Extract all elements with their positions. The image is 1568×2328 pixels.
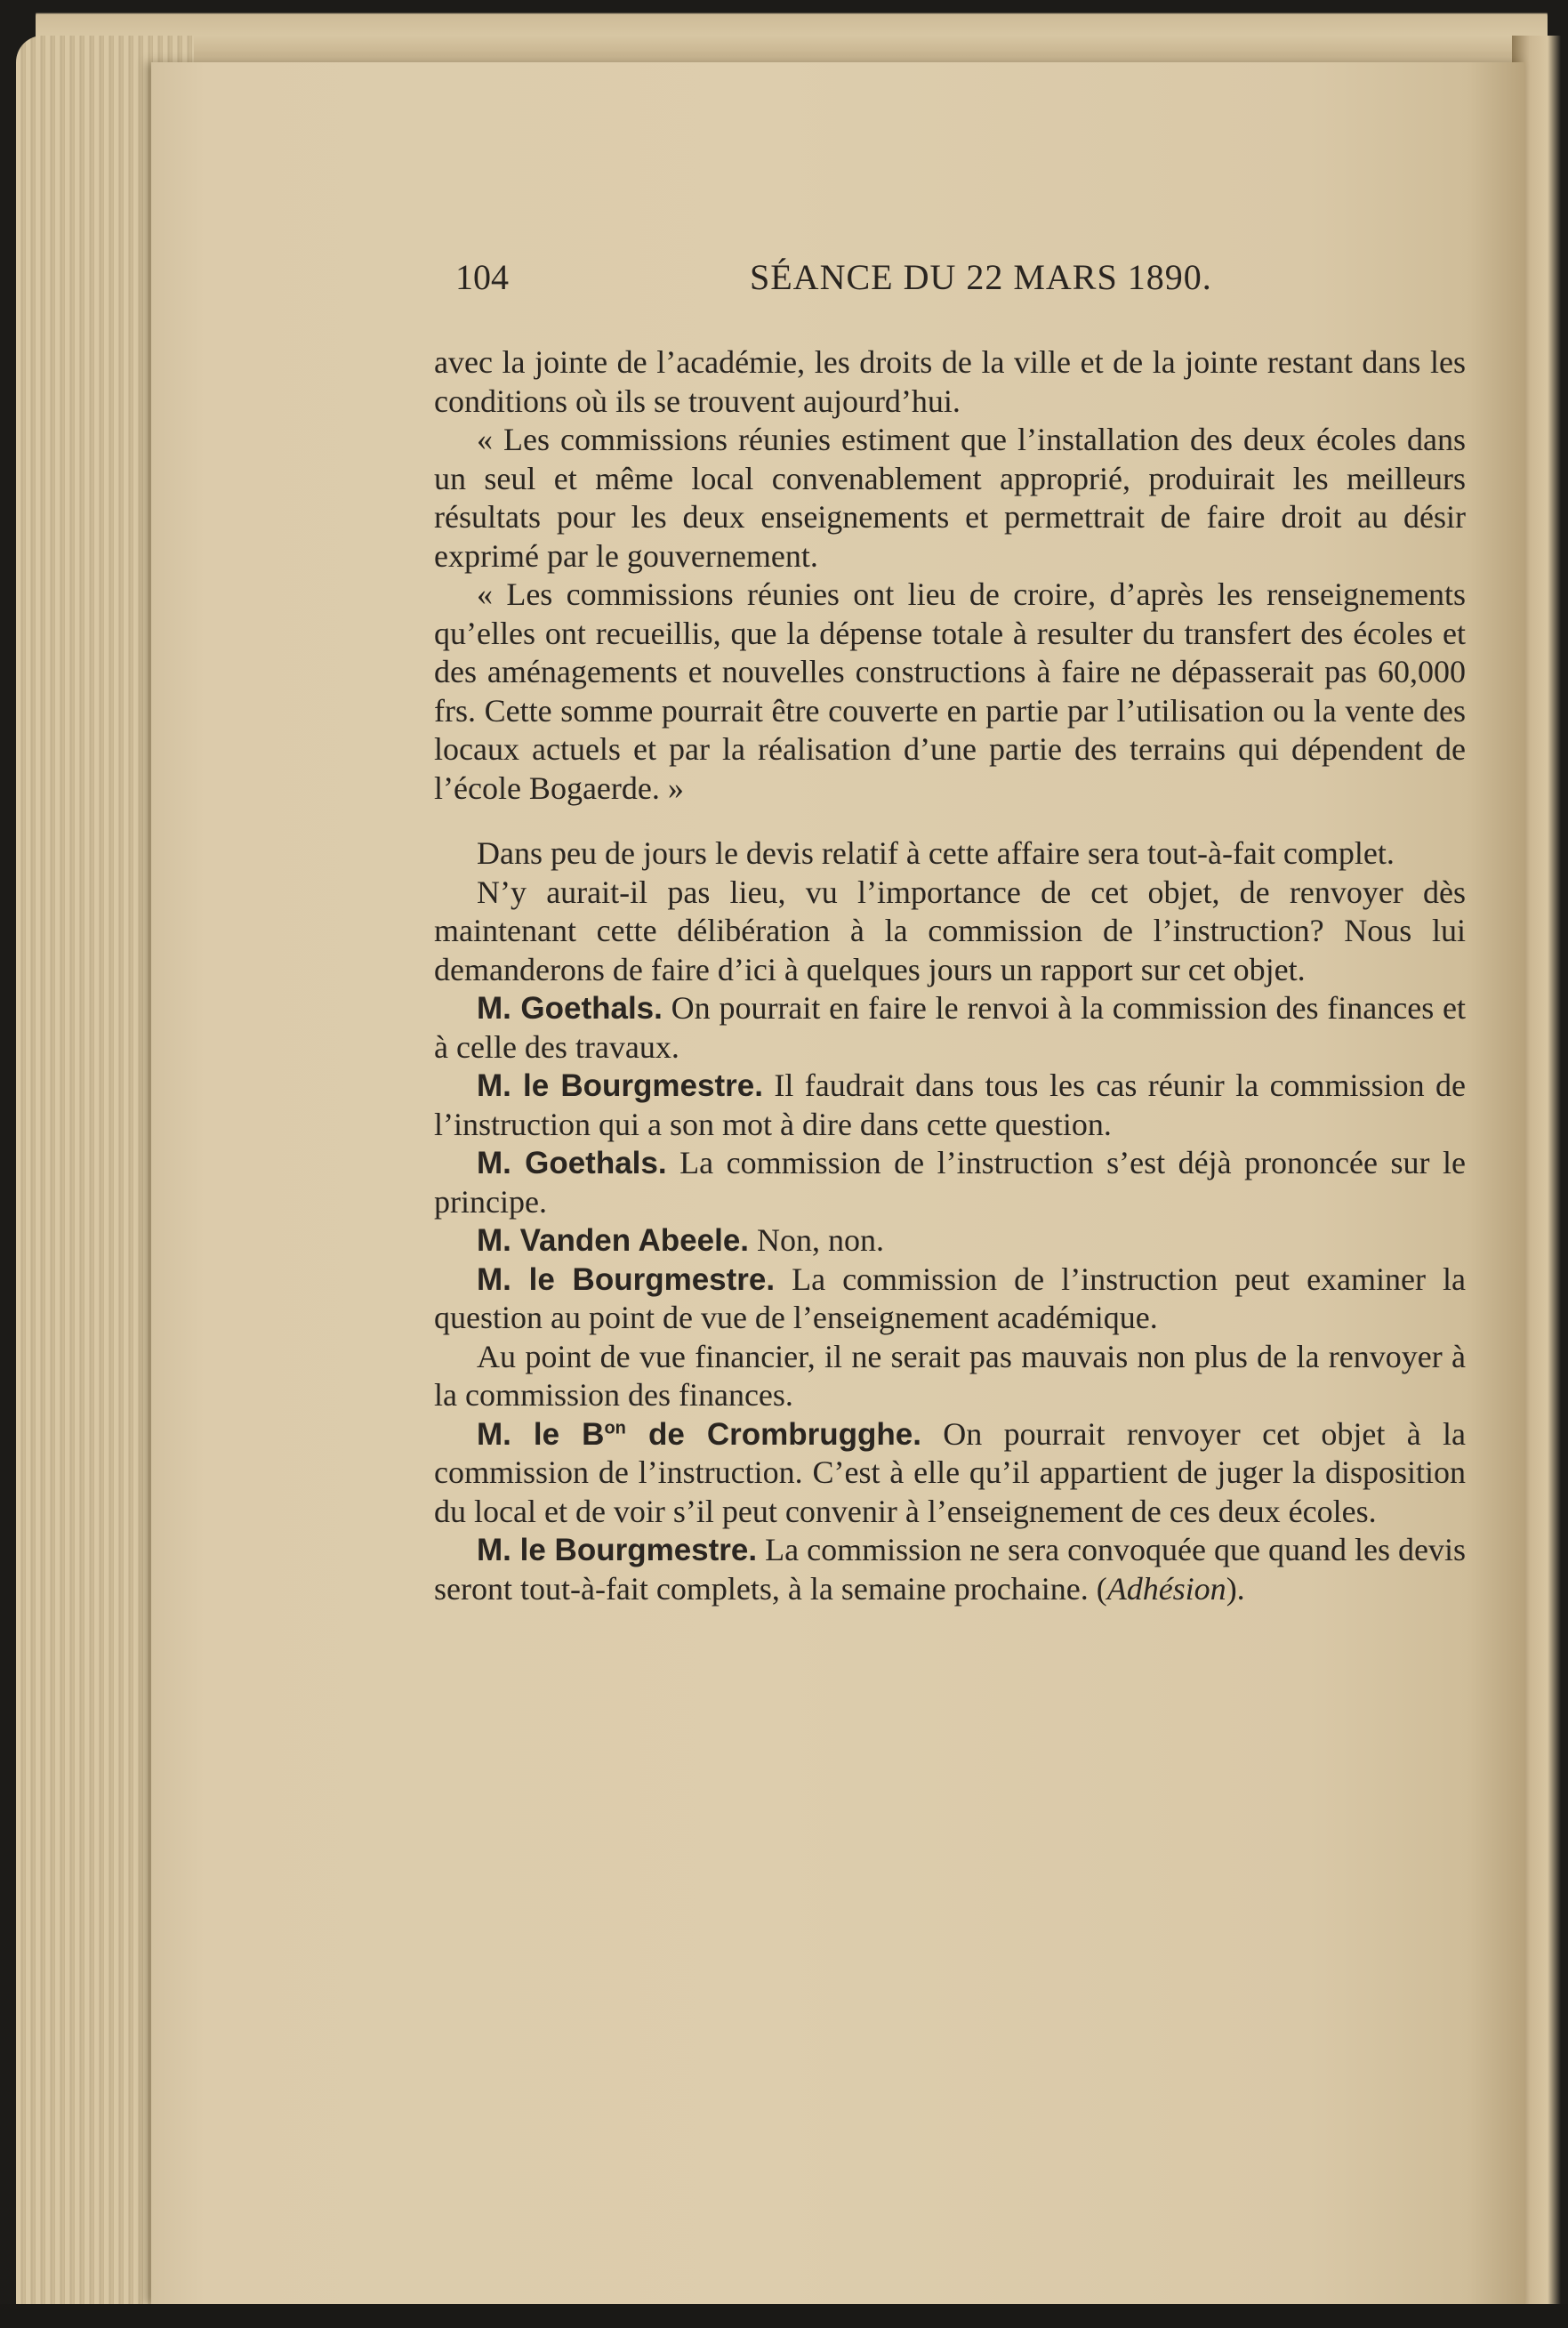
speaker-name (477, 1417, 921, 1452)
speaker-name-part: M. le B (477, 1416, 605, 1452)
speech-text: La commission de l’instruction s’est déjà prononcée sur le principe. (434, 1145, 1466, 1220)
bottom-shadow (0, 2304, 1568, 2328)
speaker-name: M. Vanden Abeele. (477, 1223, 750, 1258)
speaker-name: M. le Bourgmestre. (477, 1533, 758, 1567)
speech-crombrugghe (434, 1415, 1466, 1532)
paragraph: « Les commissions réunies estiment que l’installation des deux écoles dans un seul et même local convenablement approprié, produirait les meilleurs résultats pour les deux enseignements et permettrait de faire droit au désir exprimé par le gouvernement. (434, 422, 1466, 574)
speaker-name: M. le Bourgmestre. (477, 1068, 763, 1103)
paragraph: N’y aurait-il pas lieu, vu l’importance de cet objet, de renvoyer dès maintenant cette délibération à la commission de l’instruction? Nous lui demanderons de faire d’ici à quelques jours un rapport sur cet objet. (434, 874, 1466, 987)
speech-goethals (434, 1144, 1466, 1221)
paragraph: « Les commissions réunies ont lieu de croire, d’après les renseignements qu’elles ont recueillis, que la dépense totale à resulter du transfert des écoles et des aménagements et nouvelles constructions à faire ne dépasserait pas 60,000 frs. Cette somme pourrait être couverte en partie par l’utilisation ou la vente des locaux actuels et par la réalisation d’une partie des terrains qui dépendent de l’école Bogaerde. » (434, 576, 1466, 806)
speech-text: Il faudrait dans tous les cas réunir la commission de l’instruction qui a son mot à dire dans cette question. (434, 1067, 1466, 1142)
speech-text: La commission ne sera convoquée que quand les devis seront tout-à-fait complets, à la semaine prochaine. ( (434, 1532, 1467, 1607)
speech-text: On pourrait en faire le renvoi à la commission des finances et à celle des travaux. (434, 990, 1466, 1065)
paragraph: Dans peu de jours le devis relatif à cette affaire sera tout-à-fait complet. (477, 835, 1395, 871)
speaker-name-part: de Crombrugghe. (625, 1416, 921, 1452)
speech-goethals (434, 989, 1466, 1067)
speech-bourgmestre (434, 1067, 1466, 1144)
italic-remark: Adhésion (1106, 1570, 1226, 1607)
speaker-name: M. Goethals. (477, 1146, 667, 1180)
speech-bourgmestre (434, 1531, 1466, 1608)
speech-text: On pourrait renvoyer cet objet à la commission de l’instruction. C’est à elle qu’il appartient de juger la disposition du local et de voir s’il peut convenir à l’enseignement de ces deux écoles. (434, 1415, 1466, 1529)
speech-bourgmestre (434, 1261, 1466, 1338)
speech-text: Non, non. (749, 1222, 885, 1258)
speech-text: La commission de l’instruction peut examiner la question au point de vue de l’enseignement académique. (434, 1261, 1466, 1335)
page-text (434, 247, 1466, 1608)
paragraph: Au point de vue financier, il ne serait pas mauvais non plus de la renvoyer à la commission des finances. (434, 1338, 1466, 1413)
speech-text-end: ). (1226, 1570, 1245, 1607)
speaker-title-superscript: on (604, 1417, 626, 1438)
page-number: 104 (455, 257, 509, 297)
page-header (434, 247, 1466, 301)
speaker-name: M. Goethals. (477, 991, 663, 1026)
paragraph: avec la jointe de l’académie, les droits de la ville et de la jointe restant dans les conditions où ils se trouvent aujourd’hui. (434, 344, 1466, 419)
speaker-name: M. le Bourgmestre. (477, 1261, 776, 1297)
running-head: SÉANCE DU 22 MARS 1890. (750, 257, 1212, 297)
speech-vanden-abeele (434, 1221, 1466, 1261)
